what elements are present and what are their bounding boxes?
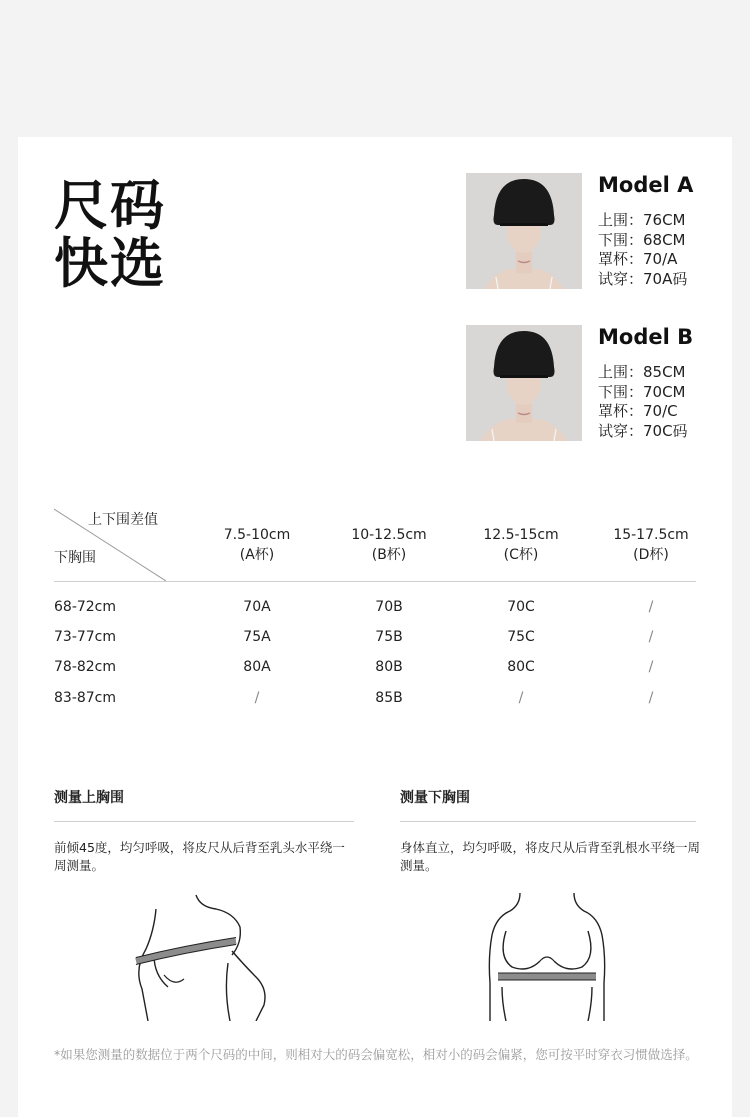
size-cell: 75C bbox=[507, 629, 535, 645]
table-corner-header bbox=[54, 507, 166, 581]
table-row bbox=[54, 599, 696, 629]
measure-lower-description: 身体直立，均匀呼吸，将皮尺从后背至乳根水平绕一周测量。 bbox=[400, 840, 701, 873]
diff-header-label: 上下围差值 bbox=[88, 512, 158, 528]
column-cup: (C杯) bbox=[503, 547, 539, 563]
measure-lower-title: 测量下胸围 bbox=[400, 790, 470, 806]
model-a-under-bust: 下围：68CM bbox=[598, 230, 686, 249]
model-portrait-image bbox=[466, 173, 582, 289]
measure-lower-section bbox=[400, 787, 701, 873]
size-cell: 70C bbox=[507, 599, 535, 615]
row-label: 83-87cm bbox=[54, 690, 117, 706]
size-cell: / bbox=[648, 659, 654, 675]
title-line-1: 尺码 bbox=[54, 174, 166, 237]
model-a-cup: 罩杯：70/A bbox=[598, 250, 678, 268]
model-a-specs bbox=[598, 211, 687, 289]
column-range: 12.5-15cm bbox=[483, 527, 559, 543]
upper-bust-figure-image bbox=[124, 891, 274, 1021]
measure-upper-title: 测量上胸围 bbox=[54, 790, 124, 806]
title-line-2: 快选 bbox=[54, 232, 166, 295]
model-a-upper-bust: 上围：76CM bbox=[598, 211, 686, 229]
model-b-fit-size: 试穿：70C码 bbox=[598, 421, 688, 440]
size-cell: 75B bbox=[375, 629, 403, 645]
row-label: 73-77cm bbox=[54, 629, 117, 645]
column-header bbox=[192, 525, 322, 565]
size-cell: / bbox=[648, 599, 654, 615]
size-cell: 70B bbox=[375, 599, 403, 615]
section-divider bbox=[54, 821, 354, 822]
size-cell: / bbox=[648, 629, 654, 645]
column-cup: (A杯) bbox=[239, 547, 275, 563]
column-header bbox=[586, 525, 716, 565]
column-cup: (D杯) bbox=[633, 547, 669, 563]
table-row bbox=[54, 690, 696, 720]
under-bust-header-label: 下胸围 bbox=[54, 550, 96, 566]
model-a-photo bbox=[466, 173, 582, 289]
model-b-card bbox=[466, 325, 726, 443]
table-row bbox=[54, 629, 696, 659]
footnote: *如果您测量的数据位于两个尺码的中间，则相对大的码会偏宽松，相对小的码会偏紧，您可按平时穿衣习惯做选择。 bbox=[54, 1047, 698, 1062]
model-portrait-image bbox=[466, 325, 582, 441]
row-label: 78-82cm bbox=[54, 659, 117, 675]
table-header-divider bbox=[54, 581, 696, 582]
model-b-upper-bust: 上围：85CM bbox=[598, 363, 686, 381]
row-label: 68-72cm bbox=[54, 599, 117, 615]
column-range: 7.5-10cm bbox=[223, 527, 291, 543]
model-a-fit-size: 试穿：70A码 bbox=[598, 269, 688, 288]
column-header bbox=[324, 525, 454, 565]
upper-bust-illustration bbox=[124, 891, 274, 1025]
size-cell: / bbox=[254, 690, 260, 706]
model-b-cup: 罩杯：70/C bbox=[598, 402, 678, 420]
column-range: 10-12.5cm bbox=[351, 527, 427, 543]
size-cell: 80C bbox=[507, 659, 535, 675]
size-cell: 80B bbox=[375, 659, 403, 675]
size-cell: 80A bbox=[243, 659, 271, 675]
under-bust-illustration bbox=[482, 891, 612, 1025]
size-cell: 75A bbox=[243, 629, 271, 645]
column-header bbox=[456, 525, 586, 565]
section-divider bbox=[400, 821, 696, 822]
model-b-name: Model B bbox=[598, 325, 694, 349]
column-range: 15-17.5cm bbox=[613, 527, 689, 543]
page-title bbox=[54, 174, 166, 295]
measure-upper-description: 前倾45度，均匀呼吸，将皮尺从后背至乳头水平绕一周测量。 bbox=[54, 840, 345, 873]
model-a-card bbox=[466, 173, 726, 291]
size-guide-card bbox=[18, 137, 732, 1117]
measure-upper-section bbox=[54, 787, 350, 873]
model-b-under-bust: 下围：70CM bbox=[598, 382, 686, 401]
model-a-name: Model A bbox=[598, 173, 694, 197]
column-cup: (B杯) bbox=[371, 547, 407, 563]
size-cell: / bbox=[518, 690, 524, 706]
under-bust-figure-image bbox=[482, 891, 612, 1021]
table-row bbox=[54, 659, 696, 689]
size-cell: / bbox=[648, 690, 654, 706]
size-cell: 85B bbox=[375, 690, 403, 706]
model-b-photo bbox=[466, 325, 582, 441]
size-cell: 70A bbox=[243, 599, 271, 615]
model-b-specs bbox=[598, 363, 688, 441]
